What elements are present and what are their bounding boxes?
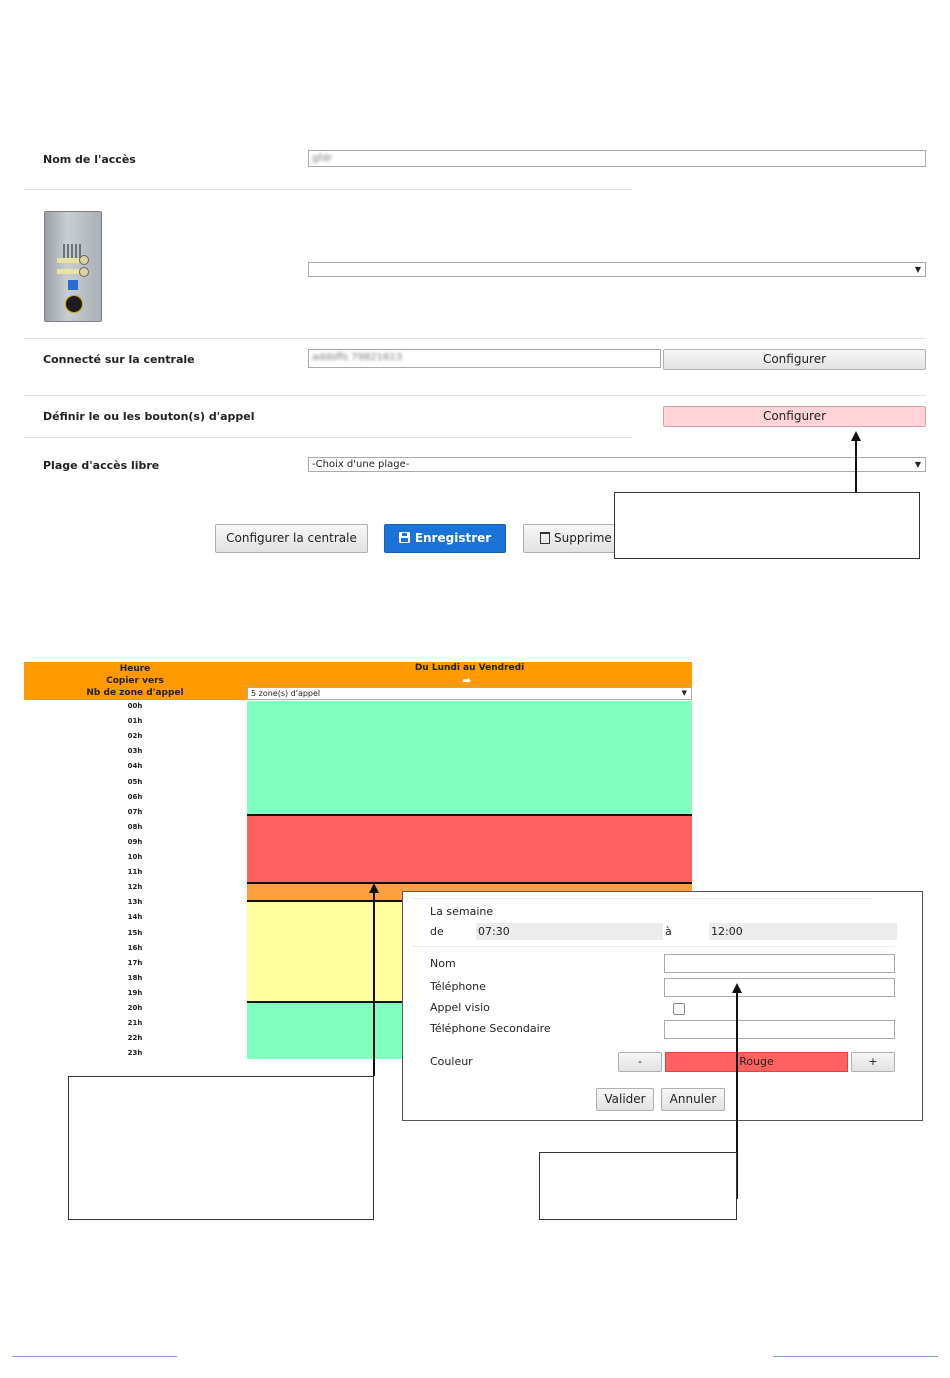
tel-secondaire-label: Téléphone Secondaire xyxy=(430,1022,551,1035)
device-select[interactable] xyxy=(308,262,926,277)
header-day-range: Du Lundi au Vendredi xyxy=(414,663,525,673)
centrale-label: Connecté sur la centrale xyxy=(43,353,195,366)
enregistrer-button[interactable] xyxy=(384,524,506,553)
intercom-device-image xyxy=(44,211,102,322)
de-label: de xyxy=(430,925,444,938)
couleur-label: Couleur xyxy=(430,1055,473,1068)
configurer-centrale-button[interactable]: Configurer xyxy=(663,349,926,370)
hour-label: 03h xyxy=(127,747,143,756)
valider-button[interactable]: Valider xyxy=(596,1088,654,1111)
telephone-label: Téléphone xyxy=(430,980,486,993)
period-label: La semaine xyxy=(430,905,494,918)
color-plus-button[interactable]: + xyxy=(851,1052,895,1072)
divider xyxy=(24,338,926,339)
zones-select[interactable] xyxy=(247,687,692,700)
nom-acces-value: gfdr xyxy=(312,153,333,164)
plage-select-value: -Choix d'une plage- xyxy=(312,459,410,470)
hour-label: 20h xyxy=(127,1004,143,1012)
arrow-line xyxy=(855,440,857,492)
hour-label: 08h xyxy=(127,822,143,831)
appel-visio-checkbox[interactable] xyxy=(673,1003,685,1015)
hour-label: 21h xyxy=(127,1019,143,1028)
hour-label: 23h xyxy=(127,1049,143,1058)
plage-select[interactable] xyxy=(308,457,926,472)
hour-label: 07h xyxy=(127,807,143,816)
supprimer-label: Supprime xyxy=(554,531,612,545)
hour-label: 06h xyxy=(127,792,143,801)
footer-line-left xyxy=(12,1356,177,1357)
enregistrer-label: Enregistrer xyxy=(414,531,492,545)
hour-label: 22h xyxy=(127,1034,143,1043)
nom-acces-label: Nom de l'accès xyxy=(43,153,136,166)
hour-label: 15h xyxy=(127,928,143,937)
hour-label: 02h xyxy=(127,732,143,741)
color-minus-button[interactable]: - xyxy=(618,1052,662,1072)
name-tag xyxy=(57,258,79,263)
annotation-box xyxy=(614,492,920,559)
hour-label: 11h xyxy=(127,868,143,877)
hour-label: 05h xyxy=(127,777,143,786)
divider xyxy=(412,898,872,899)
nom-acces-input[interactable] xyxy=(308,150,926,167)
hour-label: 01h xyxy=(127,717,143,726)
header-copier-vers: Copier vers xyxy=(106,676,164,686)
hour-label: 09h xyxy=(127,837,143,846)
hour-label: 00h xyxy=(127,702,143,710)
supprimer-button[interactable] xyxy=(523,524,623,553)
boutons-label: Définir le ou les bouton(s) d'appel xyxy=(43,410,255,423)
zone-1[interactable] xyxy=(247,701,692,814)
centrale-value: addsffs 79821613 xyxy=(312,352,403,363)
hour-label: 04h xyxy=(127,762,143,771)
color-value: Rouge xyxy=(665,1052,848,1072)
appel-visio-label: Appel visio xyxy=(430,1001,490,1014)
divider xyxy=(24,189,632,190)
footer-line-right xyxy=(773,1356,938,1357)
annuler-button[interactable]: Annuler xyxy=(661,1088,725,1111)
annotation-box xyxy=(539,1152,737,1220)
nom-label: Nom xyxy=(430,957,456,970)
header-nb-zones: Nb de zone d'appel xyxy=(86,688,184,698)
a-label: à xyxy=(665,925,672,938)
divider xyxy=(24,395,926,396)
tel-secondaire-input[interactable] xyxy=(664,1020,895,1039)
hour-label: 13h xyxy=(127,898,143,907)
schedule-header-col1 xyxy=(24,663,246,699)
trash-icon xyxy=(540,532,550,544)
header-heure: Heure xyxy=(119,664,151,674)
zone-2[interactable] xyxy=(247,814,692,882)
call-button-2 xyxy=(79,267,89,277)
copy-arrow-icon[interactable]: ➡ xyxy=(462,674,472,687)
hour-label: 14h xyxy=(127,913,143,922)
configurer-boutons-button[interactable]: Configurer xyxy=(663,406,926,427)
call-button-1 xyxy=(79,255,89,265)
centrale-input[interactable] xyxy=(308,349,661,368)
chevron-down-icon: ▼ xyxy=(914,265,921,274)
arrow-line xyxy=(373,892,375,1076)
zones-select-value: 5 zone(s) d'appel xyxy=(251,689,321,698)
hour-label: 12h xyxy=(127,883,143,892)
hour-label: 17h xyxy=(127,958,143,967)
de-time-field[interactable]: 07:30 xyxy=(476,923,663,940)
save-icon xyxy=(399,532,410,543)
hour-label: 16h xyxy=(127,943,143,952)
plage-label: Plage d'accès libre xyxy=(43,459,160,472)
name-tag xyxy=(57,269,79,274)
nom-input[interactable] xyxy=(664,954,895,973)
chevron-down-icon: ▼ xyxy=(681,689,687,697)
a-time-field[interactable]: 12:00 xyxy=(709,923,897,940)
accessibility-icon xyxy=(68,280,78,290)
configurer-la-centrale-button[interactable]: Configurer la centrale xyxy=(215,524,368,553)
divider xyxy=(24,437,632,438)
hour-label: 19h xyxy=(127,988,143,997)
chevron-down-icon: ▼ xyxy=(914,460,921,469)
hour-label: 18h xyxy=(127,973,143,982)
reader-icon xyxy=(65,295,83,313)
divider xyxy=(412,946,895,947)
hour-label: 10h xyxy=(127,853,143,861)
telephone-input[interactable] xyxy=(664,978,895,997)
annotation-box xyxy=(68,1076,374,1220)
